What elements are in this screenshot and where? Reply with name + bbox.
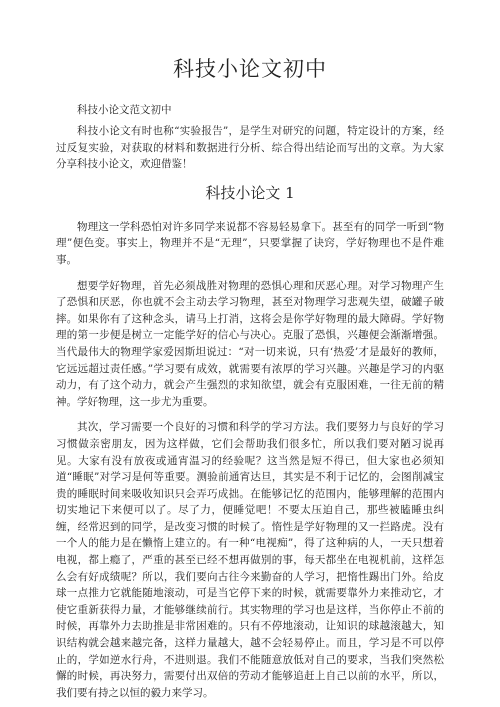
section-title: 科技小论文 1 xyxy=(205,183,295,202)
body-paragraph-2: 想要学好物理，首先必须战胜对物理的恐惧心理和厌恶心理。对学习物理产生了恐惧和厌恶，你也就不会主动去学习物理，甚至对物理学习悲观失望，破罐子破摔。如果你有了这种念头，请马上打消，这将会是你学好物理的最大障碍。学好物理的第一步便是树立一定能学好的信心与决心。克服了恐惧，兴趣便会渐渐增强。当代最伟大的物理学家爱因斯坦说过：“对一切来说，只有‘热爱’才是最好的教师，它远远超过责任感。”学习要有成效，就需要有浓厚的学习兴趣。兴趣是学习的内驱动力，有了这个动力，就会产生强烈的求知欲望，就会有克服困难，一往无前的精神。学好物理，这一步尤为重要。 xyxy=(56,279,444,408)
body-paragraph-3: 其次，学习需要一个良好的习惯和科学的学习方法。我们要努力与良好的学习习惯做亲密朋友，因为这样做，它们会帮助我们很多忙，所以我们要对陋习说再见。大家有没有放夜或通宵温习的经验呢？这当然是短不得已，但大家也必须知道“睡眠”对学习是何等重要。测验前通宵达旦，其实是不利于记忆的，会图削减宝贵的睡眠时间来吸收知识只会弄巧成拙。在能够记忆的范围内，能够理解的范围内切实地记下来便可以了。尽了力，便睡觉吧！不要太压迫自己，那些被瞌睡虫纠缠，经常迟到的同学，是改变习惯的时候了。惰性是学好物理的又一拦路虎。没有一个人的能力是在懒惰上建立的。有一种“电视痴”，得了这种病的人，一天只想着电视，都上瘾了，严重的甚至已经不想再做别的事，每天都坐在电视机前，这样怎么会有好成绩呢？所以，我们要向古往今来勤奋的人学习，把惰性踢出门外。给皮球一点推力它就能随地滚动，可是当它停下来的时候，就需要靠外力来推动它，才使它重新获得力量，才能够继续前行。其实物理的学习也是这样，当你停止不前的时候，再靠外力去助推是非常困难的。只有不停地滚动，让知识的球越滚越大，知识结构就会越来越完备，这样力量越大，越不会轻易停止。而且，学习是不可以停止的，学如逆水行舟，不进则退。我们不能随意放低对自己的要求，当我们突然松懈的时候，再决努力，需要付出双倍的劳动才能够追赶上自己以前的水平，所以，我们要有持之以恒的毅力来学习。 xyxy=(56,421,444,699)
document-subtitle: 科技小论文范文初中 xyxy=(77,104,172,116)
intro-paragraph: 科技小论文有时也称“实验报告”，是学生对研究的问题，特定设计的方案，经过反复实验，对获取的材料和数据进行分析、综合得出结论而写出的文章。为大家分享科技小论文，欢迎借鉴！ xyxy=(56,125,444,171)
document-title: 科技小论文初中 xyxy=(173,57,327,81)
body-paragraph-1: 物理这一学科恐怕对许多同学来说都不容易轻易拿下。甚至有的同学一听到“物理”便色变。事实上，物理并不是“无理”，只要掌握了诀窍，学好物理也不是件难事。 xyxy=(56,220,444,266)
